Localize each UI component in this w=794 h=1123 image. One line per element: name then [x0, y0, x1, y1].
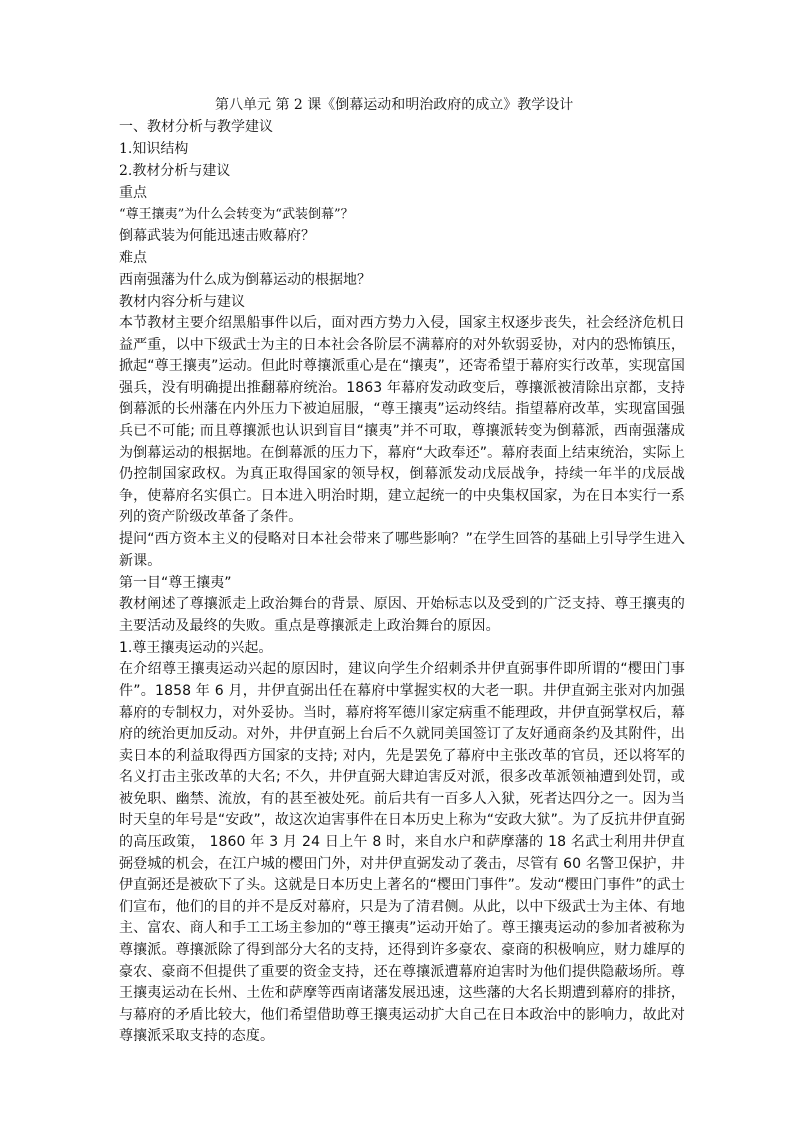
paragraph: 在介绍尊王攘夷运动兴起的原因时，建议向学生介绍刺杀井伊直弼事件即所谓的“樱田门事件”。1858 年 6 月，井伊直弼出任在幕府中掌握实权的大老一职。井伊直弼主张对内加强幕府的专制权力，对外妥协。当时，幕府将军德川家定病重不能理政，井伊直弼掌权后，幕府的统治更加反动。对外，井伊直弼上台后不久就同美国签订了友好通商条约及其附件，出卖日本的利益取得西方国家的支持; 对内，先是罢免了幕府中主张改革的官员，还以将军的名义打击主张改革的大名; 不久，井伊直弼大肆迫害反对派，很多改革派领袖遭到处罚，或被免职、幽禁、流放，有的甚至被处死。前后共有一百多人入狱，死者达四分之一。因为当时天皇的年号是“安政”，故这次迫害事件在日本历史上称为“安政大狱”。为了反抗井伊直弼的高压政策， 1860 年 3 月 24 日上午 8 时，来自水户和萨摩藩的 18 名武士利用井伊直弼登城的机会，在江户城的樱田门外，对井伊直弼发动了袭击，尽管有 60 名警卫保护，井伊直弼还是被砍下了头。这就是日本历史上著名的“樱田门事件”。发动“樱田门事件”的武士们宣布，他们的目的并不是反对幕府，只是为了清君侧。从此，以中下级武士为主体、有地主、富农、商人和手工工场主参加的“尊王攘夷”运动开始了。尊王攘夷运动的参加者被称为尊攘派。尊攘派除了得到部分大名的支持，还得到许多豪农、豪商的积极响应，财力雄厚的豪农、豪商不但提供了重要的资金支持，还在尊攘派遭幕府迫害时为他们提供隐蔽场所。尊王攘夷运动在长州、土佐和萨摩等西南诸藩发展迅速，这些藩的大名长期遭到幕府的排挤，与幕府的矛盾比较大，他们希望借助尊王攘夷运动扩大自己在日本政治中的影响力，故此对尊攘派采取支持的态度。 [119, 661, 685, 1045]
paragraph: 提问“西方资本主义的侵略对日本社会带来了哪些影响？”在学生回答的基础上引导学生进入新课。 [119, 530, 685, 569]
paragraph: 教材阐述了尊攘派走上政治舞台的背景、原因、开始标志以及受到的广泛支持、尊王攘夷的主要活动及最终的失败。重点是尊攘派走上政治舞台的原因。 [119, 596, 685, 634]
document-title: 第八单元 第 2 课《倒幕运动和明治政府的成立》教学设计 [215, 97, 574, 113]
difficult-question: 西南强藩为什么成为倒幕运动的根据地？ [119, 272, 371, 288]
difficult-points-heading: 难点 [119, 250, 147, 266]
key-points-heading: 重点 [119, 185, 147, 201]
section-heading: 一、教材分析与教学建议 [119, 119, 273, 135]
list-item: 2.教材分析与建议 [119, 163, 231, 179]
key-question: 倒幕武装为何能迅速击败幕府？ [119, 228, 315, 244]
content-analysis-heading: 教材内容分析与建议 [119, 294, 245, 310]
paragraph: 本节教材主要介绍黑船事件以后，面对西方势力入侵，国家主权逐步丧失，社会经济危机日益严重，以中下级武士为主的日本社会各阶层不满幕府的对外软弱妥协，对内的恐怖镇压，掀起“尊王攘夷”运动。但此时尊攘派重心是在“攘夷”，还寄希望于幕府实行改革，实现富国强兵，没有明确提出推翻幕府统治。1863 年幕府发动政变后，尊攘派被清除出京都，支持倒幕派的长州藩在内外压力下被迫屈服，“尊王攘夷”运动终结。指望幕府改革，实现富国强兵已不可能; 而且尊攘派也认识到盲目“攘夷”并不可取，尊攘派转变为倒幕派，西南强藩成为倒幕运动的根据地。在倒幕派的压力下，幕府“大政奉还”。幕府表面上结束统治，实际上仍控制国家政权。为真正取得国家的领导权，倒幕派发动戊辰战争，持续一年半的戊辰战争，使幕府名实俱亡。日本进入明治时期，建立起统一的中央集权国家，为在日本实行一系列的资产阶级改革备了条件。 [119, 315, 685, 526]
subsection-item: 1.尊王攘夷运动的兴起。 [119, 640, 273, 657]
list-item: 1.知识结构 [119, 141, 189, 157]
document-page [119, 96, 685, 1048]
subsection-heading: 第一目“尊王攘夷” [119, 575, 232, 592]
key-question: “尊王攘夷”为什么会转变为“武装倒幕”？ [119, 207, 354, 222]
